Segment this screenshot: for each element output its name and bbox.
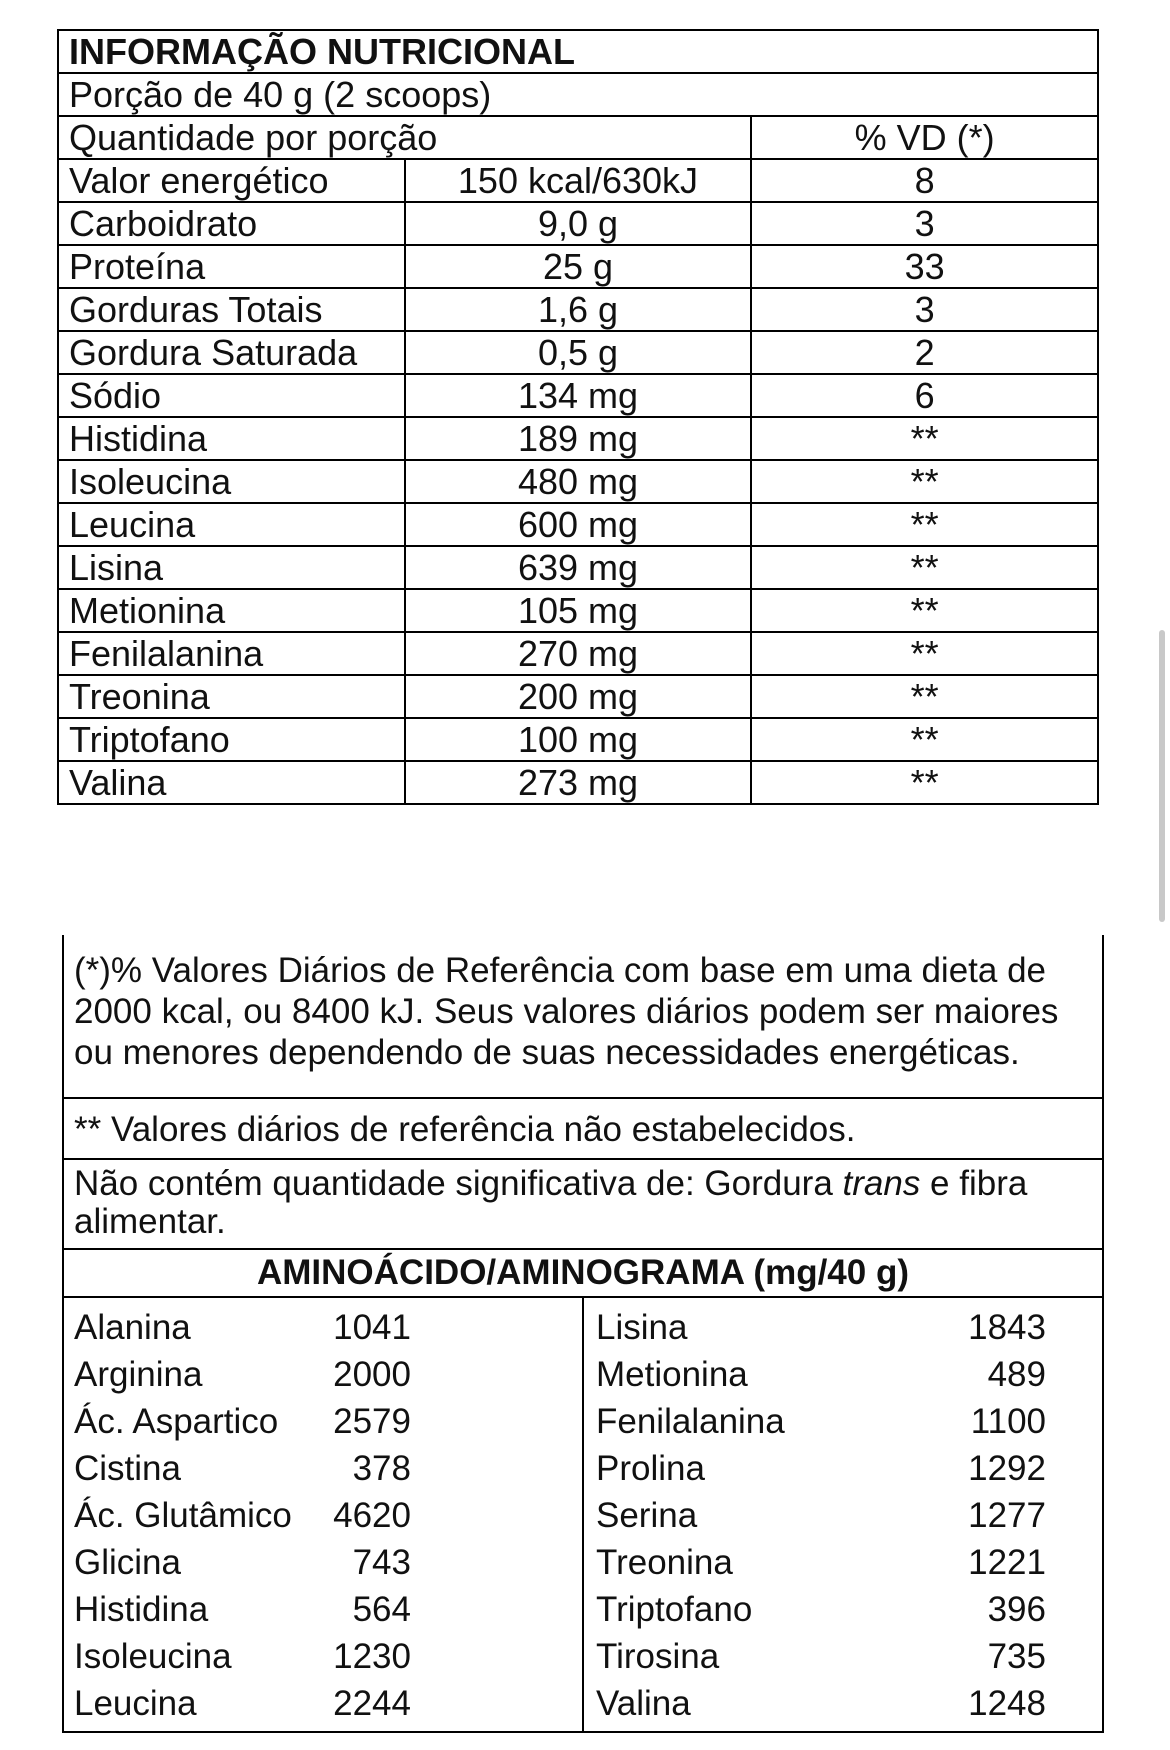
nutrient-vd: ** xyxy=(751,718,1098,761)
nutrient-amount: 100 mg xyxy=(405,718,752,761)
nutrient-amount: 150 kcal/630kJ xyxy=(405,159,752,202)
nutrition-row xyxy=(58,718,1098,761)
amino-row xyxy=(64,1586,582,1633)
nutrition-row xyxy=(58,417,1098,460)
amino-row xyxy=(64,1445,582,1492)
nutrient-name: Proteína xyxy=(58,245,405,288)
amino-value: 1843 xyxy=(968,1308,1046,1347)
amino-value: 4620 xyxy=(333,1496,411,1535)
nutrient-name: Sódio xyxy=(58,374,405,417)
nutrition-row xyxy=(58,374,1098,417)
nutrient-name: Valina xyxy=(58,761,405,804)
amino-name: Ác. Glutâmico xyxy=(74,1496,292,1535)
nutrient-amount: 200 mg xyxy=(405,675,752,718)
amino-value: 735 xyxy=(987,1637,1046,1676)
aminogram-grid xyxy=(64,1298,1102,1731)
amino-name: Prolina xyxy=(596,1449,705,1488)
amino-name: Ác. Aspartico xyxy=(74,1402,279,1441)
nutrient-amount: 0,5 g xyxy=(405,331,752,374)
amino-row xyxy=(64,1351,582,1398)
amino-value: 1230 xyxy=(333,1637,411,1676)
reference-note: (*)% Valores Diários de Referência com base em uma dieta de 2000 kcal, ou 8400 kJ. Seus valores diários podem ser maiores ou menores dependendo de suas necessidades energéticas. xyxy=(64,935,1102,1099)
amino-value: 396 xyxy=(987,1590,1046,1629)
nutrient-name: Valor energético xyxy=(58,159,405,202)
amino-value: 2000 xyxy=(333,1355,411,1394)
not-established-note: ** Valores diários de referência não estabelecidos. xyxy=(64,1099,1102,1160)
amino-value: 2244 xyxy=(333,1684,411,1723)
nutrient-vd: ** xyxy=(751,503,1098,546)
amino-row xyxy=(584,1492,1102,1539)
nutrient-name: Metionina xyxy=(58,589,405,632)
nutrient-name: Carboidrato xyxy=(58,202,405,245)
nutrient-vd: ** xyxy=(751,632,1098,675)
amino-name: Glicina xyxy=(74,1543,181,1582)
serving-size: Porção de 40 g (2 scoops) xyxy=(58,73,1098,116)
amino-row xyxy=(64,1680,582,1727)
nutrient-vd: 8 xyxy=(751,159,1098,202)
nutrient-amount: 600 mg xyxy=(405,503,752,546)
nutrient-amount: 25 g xyxy=(405,245,752,288)
nutrition-row xyxy=(58,761,1098,804)
amino-row xyxy=(584,1304,1102,1351)
not-contain-prefix: Não contém quantidade significativa de: Gordura xyxy=(74,1164,843,1203)
nutrient-vd: 6 xyxy=(751,374,1098,417)
not-contain-suffix: e fibra alimentar. xyxy=(74,1164,1028,1241)
quantity-header: Quantidade por porção xyxy=(58,116,751,159)
nutrient-amount: 639 mg xyxy=(405,546,752,589)
nutrient-name: Leucina xyxy=(58,503,405,546)
nutrition-row xyxy=(58,460,1098,503)
nutrient-name: Triptofano xyxy=(58,718,405,761)
not-contain-note xyxy=(64,1160,1102,1250)
nutrient-vd: ** xyxy=(751,675,1098,718)
nutrition-row xyxy=(58,589,1098,632)
amino-row xyxy=(584,1351,1102,1398)
nutrition-row xyxy=(58,632,1098,675)
amino-name: Triptofano xyxy=(596,1590,753,1629)
amino-row xyxy=(64,1633,582,1680)
nutrient-vd: ** xyxy=(751,761,1098,804)
amino-name: Cistina xyxy=(74,1449,181,1488)
nutrition-row xyxy=(58,202,1098,245)
nutrient-vd: 33 xyxy=(751,245,1098,288)
nutrient-name: Gordura Saturada xyxy=(58,331,405,374)
aminogram-right-column xyxy=(584,1298,1102,1731)
amino-name: Histidina xyxy=(74,1590,209,1629)
amino-name: Metionina xyxy=(596,1355,748,1394)
amino-row xyxy=(584,1633,1102,1680)
trans-italic: trans xyxy=(842,1164,921,1203)
nutrient-amount: 9,0 g xyxy=(405,202,752,245)
amino-row xyxy=(584,1586,1102,1633)
amino-value: 1221 xyxy=(968,1543,1046,1582)
amino-value: 1248 xyxy=(968,1684,1046,1723)
nutrition-title: INFORMAÇÃO NUTRICIONAL xyxy=(58,30,1098,73)
amino-name: Fenilalanina xyxy=(596,1402,785,1441)
amino-name: Serina xyxy=(596,1496,698,1535)
amino-row xyxy=(64,1304,582,1351)
amino-name: Alanina xyxy=(74,1308,191,1347)
nutrition-row xyxy=(58,288,1098,331)
nutrient-name: Fenilalanina xyxy=(58,632,405,675)
amino-value: 378 xyxy=(352,1449,411,1488)
amino-value: 1277 xyxy=(968,1496,1046,1535)
nutrient-amount: 189 mg xyxy=(405,417,752,460)
nutrition-row xyxy=(58,159,1098,202)
nutrient-amount: 480 mg xyxy=(405,460,752,503)
amino-name: Treonina xyxy=(596,1543,733,1582)
amino-value: 489 xyxy=(987,1355,1046,1394)
nutrient-amount: 134 mg xyxy=(405,374,752,417)
aminogram-left-column xyxy=(64,1298,584,1731)
nutrient-vd: ** xyxy=(751,460,1098,503)
nutrient-vd: ** xyxy=(751,589,1098,632)
nutrient-amount: 1,6 g xyxy=(405,288,752,331)
amino-value: 743 xyxy=(352,1543,411,1582)
amino-name: Lisina xyxy=(596,1308,688,1347)
amino-name: Tirosina xyxy=(596,1637,720,1676)
amino-name: Valina xyxy=(596,1684,691,1723)
nutrition-row xyxy=(58,546,1098,589)
nutrient-name: Histidina xyxy=(58,417,405,460)
nutrient-name: Treonina xyxy=(58,675,405,718)
amino-row xyxy=(584,1445,1102,1492)
nutrient-vd: ** xyxy=(751,417,1098,460)
amino-row xyxy=(64,1398,582,1445)
amino-name: Isoleucina xyxy=(74,1637,232,1676)
amino-name: Leucina xyxy=(74,1684,197,1723)
nutrient-amount: 270 mg xyxy=(405,632,752,675)
nutrient-name: Lisina xyxy=(58,546,405,589)
aminogram-title: AMINOÁCIDO/AMINOGRAMA (mg/40 g) xyxy=(64,1250,1102,1298)
nutrition-row xyxy=(58,245,1098,288)
nutrient-name: Isoleucina xyxy=(58,460,405,503)
nutrient-vd: 2 xyxy=(751,331,1098,374)
nutrient-name: Gorduras Totais xyxy=(58,288,405,331)
amino-name: Arginina xyxy=(74,1355,203,1394)
notes-and-aminogram xyxy=(62,935,1104,1733)
amino-row xyxy=(584,1539,1102,1586)
nutrition-table xyxy=(57,29,1099,805)
nutrition-row xyxy=(58,503,1098,546)
scrollbar-thumb[interactable] xyxy=(1159,630,1165,922)
nutrient-vd: 3 xyxy=(751,288,1098,331)
nutrition-row xyxy=(58,675,1098,718)
vd-header: % VD (*) xyxy=(751,116,1098,159)
amino-value: 1292 xyxy=(968,1449,1046,1488)
nutrient-vd: ** xyxy=(751,546,1098,589)
amino-value: 1041 xyxy=(333,1308,411,1347)
nutrition-row xyxy=(58,331,1098,374)
amino-row xyxy=(64,1539,582,1586)
amino-row xyxy=(584,1680,1102,1727)
nutrient-amount: 273 mg xyxy=(405,761,752,804)
amino-value: 564 xyxy=(352,1590,411,1629)
amino-row xyxy=(584,1398,1102,1445)
nutrient-amount: 105 mg xyxy=(405,589,752,632)
amino-row xyxy=(64,1492,582,1539)
nutrient-vd: 3 xyxy=(751,202,1098,245)
amino-value: 2579 xyxy=(333,1402,411,1441)
amino-value: 1100 xyxy=(970,1402,1046,1441)
